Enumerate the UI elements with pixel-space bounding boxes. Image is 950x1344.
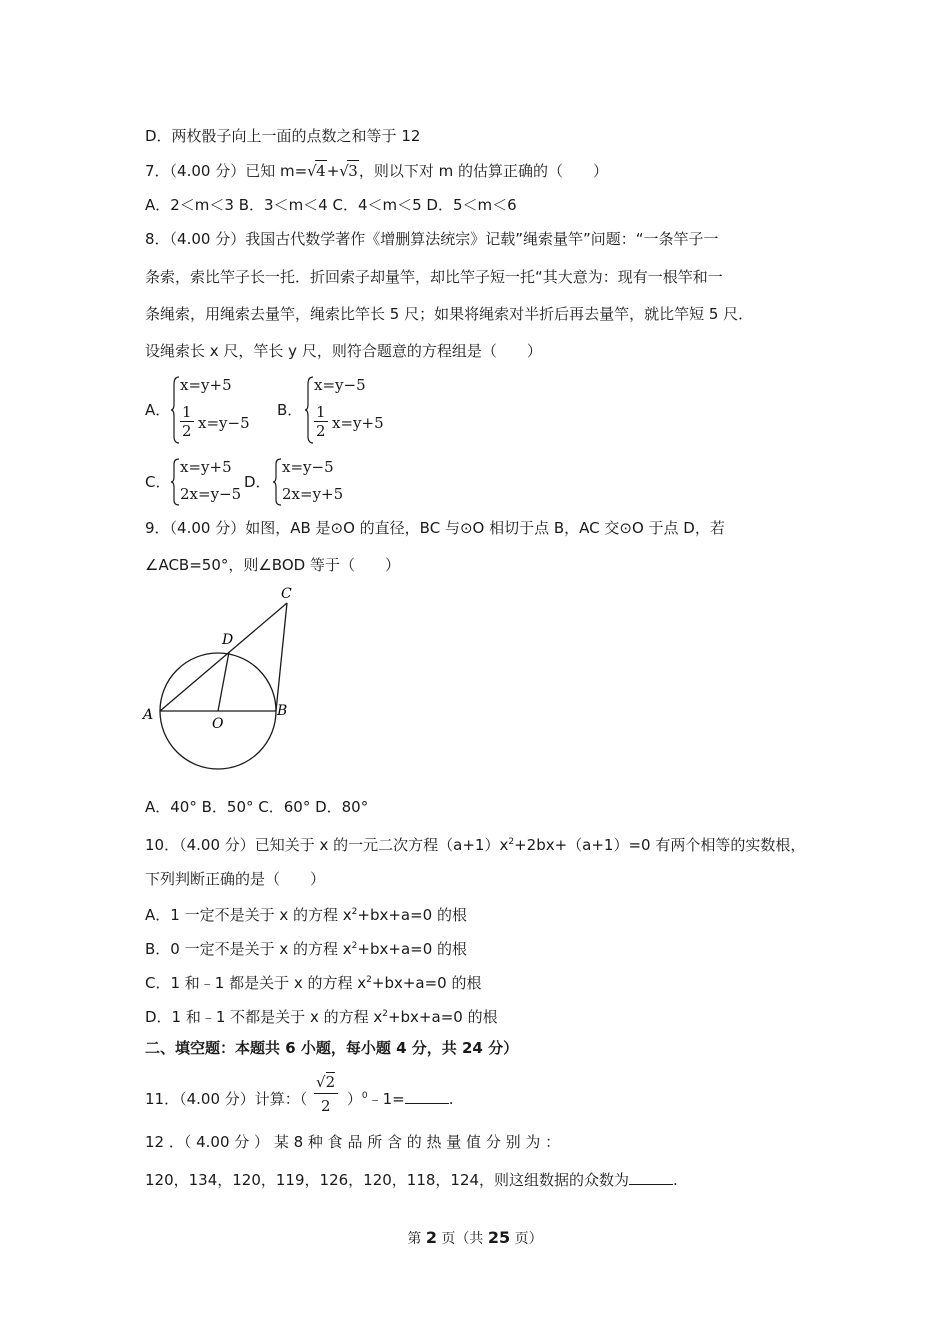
q9-line-1: 9．（4.00 分）如图，AB 是⊙O 的直径，BC 与⊙O 相切于点 B，AC 交⊙O 于点 D，若 [145, 519, 725, 537]
q7-stem: 7．（4.00 分）已知 m= √ 4+ √ 3，则以下对 m 的估算正确的（ ） [145, 162, 608, 180]
q10-option-b: B．0 一定不是关于 x 的方程 $x^2+bx+a=0$ 的根 [145, 940, 468, 958]
q8-option-b-system: x=y−5 $\frac{1}{2}$ x=y+5 [304, 376, 404, 446]
page-footer: 第 2 页（共 25 页） [407, 1228, 543, 1247]
label-c: C [281, 586, 292, 602]
q12-answer-blank[interactable] [629, 1170, 673, 1185]
q8-line-3: 条绳索，用绳索去量竿，绳索比竿长 5 尺；如果将绳索对半折后再去量竿，就比竿短 5 尺． [145, 305, 754, 323]
sqrt-3: √ 3 [339, 162, 358, 180]
fraction-one-half: $\frac{1}{2}$ [182, 403, 192, 440]
sqrt-4: √ 4 [307, 162, 326, 180]
q6-option-d: D．两枚骰子向上一面的点数之和等于 12 [145, 127, 421, 145]
q8-line-1: 8．（4.00 分）我国古代数学著作《增删算法统宗》记载”绳索量竿”问题：“一条竿子一 [145, 230, 719, 248]
segment-ac [160, 603, 287, 711]
label-a: A [143, 707, 154, 723]
q12-line-2: 120，134，120，119，126，120，118，124，则这组数据的众数为 . [145, 1171, 678, 1189]
q11-answer-blank[interactable] [405, 1089, 449, 1104]
page-total: 25 [487, 1228, 511, 1247]
q8-line-4: 设绳索长 x 尺，竿长 y 尺，则符合题意的方程组是（ ） [145, 342, 542, 360]
q7-options: A．2＜m＜3 B．3＜m＜4 C．4＜m＜5 D．5＜m＜6 [145, 196, 517, 214]
q11-stem: 11．（4.00 分）计算：（ $\frac{√2}{2}$ ）$^0$﹣1= . [145, 1073, 454, 1115]
q10-line-2: 下列判断正确的是（ ） [145, 870, 326, 888]
q10-option-a: A．1 一定不是关于 x 的方程 $x^2+bx+a=0$ 的根 [145, 906, 467, 924]
q8-option-a-label: A． [145, 401, 171, 419]
q10-option-c: C．1 和﹣1 都是关于 x 的方程 $x^2+bx+a=0$ 的根 [145, 974, 482, 992]
q9-circle-figure [140, 583, 310, 773]
q10-line-1: 10．（4.00 分）已知关于 x 的一元二次方程$(a+1)x^2+2bx+(a+1)=0$ 有两个相等的实数根， [145, 836, 806, 854]
label-b: B [277, 703, 288, 719]
q10-option-d: D．1 和﹣1 不都是关于 x 的方程 $x^2+bx+a=0$ 的根 [145, 1008, 498, 1026]
q9-options: A．40° B．50° C．60° D．80° [145, 798, 369, 816]
q9-line-2: ∠ACB=50°，则∠BOD 等于（ ） [145, 556, 400, 574]
q8-option-b-label: B． [277, 401, 303, 419]
section-2-heading: 二、填空题：本题共 6 小题，每小题 4 分，共 24 分） [145, 1039, 519, 1057]
q8-line-2: 条索，索比竿子长一托．折回索子却量竿，却比竿子短一托“其大意为：现有一根竿和一 [145, 268, 723, 286]
fraction-one-half: $\frac{1}{2}$ [316, 403, 326, 440]
label-d: D [222, 632, 234, 648]
q8-option-d-label: D． [244, 473, 271, 491]
q8-option-a-system: x=y+5 $\frac{1}{2}$ x=y−5 [170, 376, 270, 446]
page-number: 2 [425, 1228, 437, 1247]
q8-option-c-system: x=y+5 2x=y−5 [170, 458, 250, 506]
q8-option-d-system: x=y−5 2x=y+5 [272, 458, 352, 506]
fraction-sqrt2-over-2: $\frac{√2}{2}$ [312, 1084, 342, 1104]
q12-line-1: 12 ．（ 4.00 分 ） 某 8 种 食 品 所 含 的 热 量 值 分 别 为 ： [145, 1133, 561, 1151]
tangent-bc [276, 603, 287, 711]
q8-option-c-label: C． [145, 473, 171, 491]
label-o: O [212, 716, 224, 732]
